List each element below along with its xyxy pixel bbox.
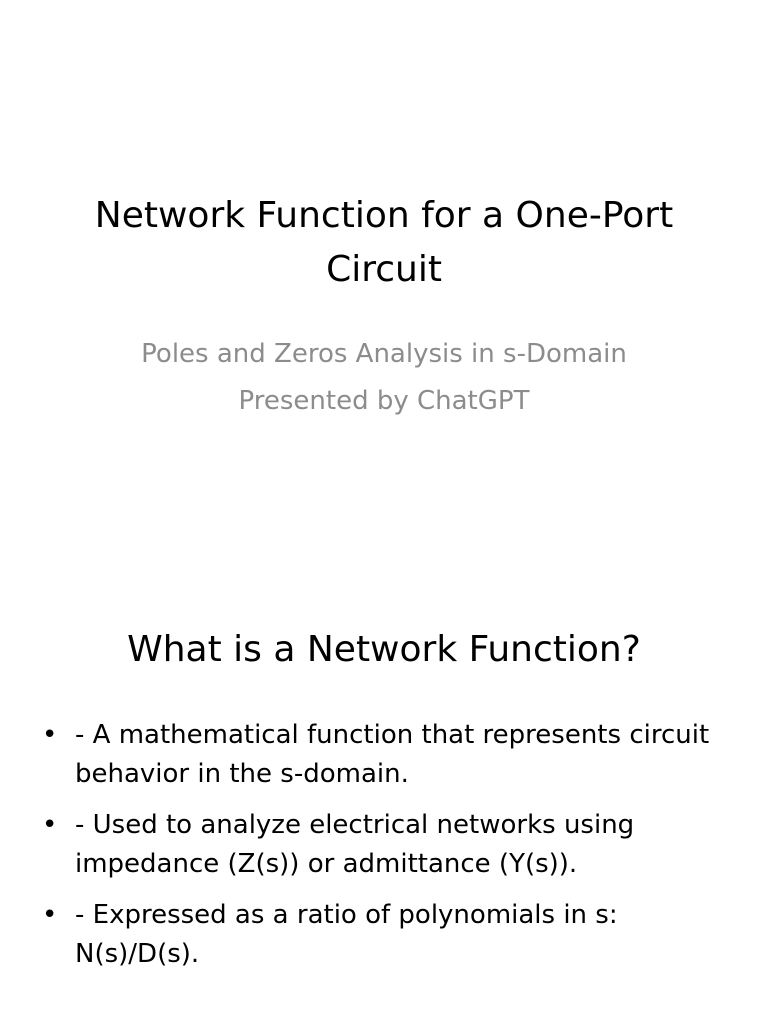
- bullet-item: [42, 716, 722, 794]
- bullet-text: - Used to analyze electrical networks using impedance (Z(s)) or admittance (Y(s)).: [75, 810, 635, 879]
- slide-title: Network Function for a One-Port Circuit: [94, 195, 674, 290]
- subtitle-line: Poles and Zeros Analysis in s-Domain: [141, 339, 627, 369]
- bullet-item: [42, 806, 722, 884]
- slide-subtitle: [60, 331, 708, 425]
- bullet-item: [42, 896, 722, 974]
- bullet-list: [42, 716, 722, 986]
- content-slide: [0, 576, 768, 1024]
- bullet-text: - A mathematical function that represents circuit behavior in the s-domain.: [75, 720, 710, 789]
- bullet-marker: •: [42, 810, 58, 840]
- subtitle-line: Presented by ChatGPT: [238, 386, 530, 416]
- bullet-text: - Expressed as a ratio of polynomials in s: N(s)/D(s).: [75, 900, 618, 969]
- bullet-marker: •: [42, 900, 58, 930]
- bullet-marker: •: [42, 720, 58, 750]
- slide-title: What is a Network Function?: [127, 629, 641, 670]
